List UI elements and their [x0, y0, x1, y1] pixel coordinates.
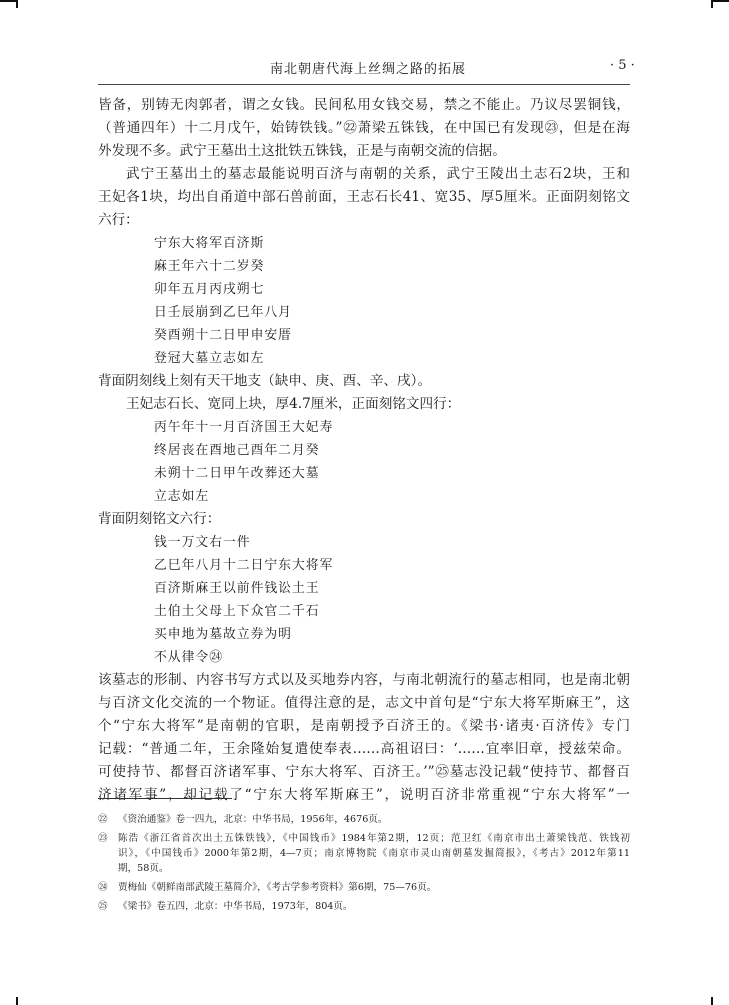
footnote-text: 陈浩《浙江省首次出土五铢铁钱》，《中国钱币》1984年第2期，12页；范卫红《南京市出土萧梁钱范、铁钱初 — [118, 833, 630, 844]
inscription-line: 卯年五月丙戌朔七 — [154, 282, 265, 297]
crop-mark-bottom-right — [711, 997, 713, 1005]
text-line: （普通四年）十二月戊午，始铸铁钱。”㉒萧梁五铢钱，在中国已有发现㉓，但是在海 — [98, 120, 630, 136]
paragraph-3: 背面阴刻线上刻有天干地支（缺申、庚、酉、辛、戌）。 — [98, 373, 432, 389]
running-header-title: 南北朝唐代海上丝绸之路的拓展 — [270, 62, 467, 77]
inscription-line: 立志如左 — [154, 489, 210, 504]
paragraph-6 — [98, 669, 630, 807]
text-line: 个“宁东大将军”是南朝的官职，是南朝授予百济王的。《梁书·诸夷·百济传》专门 — [98, 718, 630, 734]
inscription-line: 未朔十二日甲午改葬还大墓 — [154, 466, 320, 481]
paragraph-5: 背面阴刻铭文六行： — [98, 511, 221, 527]
inscription-line: 登冠大墓立志如左 — [154, 351, 265, 366]
header-rule — [98, 84, 630, 85]
inscription-line: 买申地为墓故立券为明 — [154, 627, 292, 642]
inscription-line: 麻王年六十二岁癸 — [154, 259, 265, 274]
inscription-line: 终居丧在酉地己酉年二月癸 — [154, 443, 320, 458]
footnote-text: 《梁书》卷五四，北京：中华书局，1973年，804页。 — [118, 901, 353, 912]
crop-mark-top-right-h — [713, 0, 729, 2]
text-line: 记载：“普通二年，王余隆始复遣使奉表……高祖诏曰：‘……宜率旧章，授兹荣命。 — [98, 741, 630, 757]
text-line: 王妃各1块，均出自甬道中部石兽前面，王志石长41、宽35、厚5厘米。正面阴刻铭文 — [98, 189, 630, 205]
inscription-land-contract — [98, 531, 630, 669]
crop-mark-top-left-h — [0, 0, 16, 2]
footnote-rule — [98, 798, 232, 799]
footnote-text: 期，58页。 — [118, 863, 169, 874]
footnote-text: 识》，《中国钱币》2000年第2期，4—7页；南京博物院《南京市灵山南朝墓发掘简报》，《考古》2012年第11 — [118, 848, 630, 859]
text-line: 武宁王墓出土的墓志最能说明百济与南朝的关系，武宁王陵出土志石2块，王和 — [126, 166, 630, 182]
text-line: 皆备，别铸无肉郭者，谓之女钱。民间私用女钱交易，禁之不能止。乃议尽罢铜钱， — [98, 97, 630, 113]
text-line: 可使持节、都督百济诸军事、宁东大将军、百济王。’”㉕墓志没记载“使持节、都督百 — [98, 764, 630, 780]
main-text — [98, 94, 630, 807]
inscription-line: 百济斯麻王以前件钱讼土王 — [154, 581, 320, 596]
crop-mark-top-right-v — [711, 0, 713, 8]
inscription-line: 宁东大将军百济斯 — [154, 236, 265, 251]
footnote-25 — [98, 899, 630, 914]
text-line: 该墓志的形制、内容书写方式以及买地券内容，与南北朝流行的墓志相同，也是南北朝 — [98, 672, 630, 688]
paragraph-2 — [98, 163, 630, 232]
footnote-24 — [98, 880, 630, 895]
text-line: 济诸军事”，却记载了“宁东大将军斯麻王”，说明百济非常重视“宁东大将军”一 — [98, 787, 630, 803]
footnotes — [98, 812, 630, 914]
footnote-marker: ㉕ — [98, 901, 108, 912]
crop-mark-bottom-left — [16, 997, 18, 1005]
inscription-queen-front — [98, 416, 630, 508]
footnote-marker: ㉒ — [98, 814, 108, 825]
inscription-line: 钱一万文右一件 — [154, 535, 251, 550]
inscription-line: 日壬辰崩到乙巳年八月 — [154, 305, 292, 320]
text-line: 与百济文化交流的一个物证。值得注意的是，志文中首句是“宁东大将军斯麻王”，这 — [98, 695, 630, 711]
text-line: 外发现不多。武宁王墓出土这批铁五铢钱，正是与南朝交流的信据。 — [98, 143, 506, 159]
footnote-text: 贾梅仙《朝鲜南部武陵王墓简介》，《考古学参考资料》第6期，75—76页。 — [118, 882, 437, 893]
footnote-marker: ㉔ — [98, 882, 108, 893]
paragraph-1 — [98, 94, 630, 163]
inscription-line: 土伯土父母上下众官二千石 — [154, 604, 320, 619]
inscription-line: 不从律令㉔ — [154, 650, 223, 665]
text-line: 六行： — [98, 212, 139, 228]
footnote-text: 《资治通鉴》卷一四九，北京：中华书局，1956年，4676页。 — [118, 814, 388, 825]
inscription-line: 丙午年十一月百济国王大妃寿 — [154, 420, 334, 435]
inscription-king-front — [98, 232, 630, 370]
footnote-22 — [98, 812, 630, 827]
paragraph-4: 王妃志石长、宽同上块，厚4.7厘米，正面刻铭文四行： — [126, 396, 461, 412]
inscription-line: 癸酉朔十二日甲申安厝 — [154, 328, 292, 343]
page-number: · 5 · — [610, 58, 635, 73]
inscription-line: 乙巳年八月十二日宁东大将军 — [154, 558, 334, 573]
crop-mark-top-left-v — [16, 0, 18, 8]
footnote-marker: ㉓ — [98, 833, 108, 844]
footnote-23 — [98, 831, 630, 876]
